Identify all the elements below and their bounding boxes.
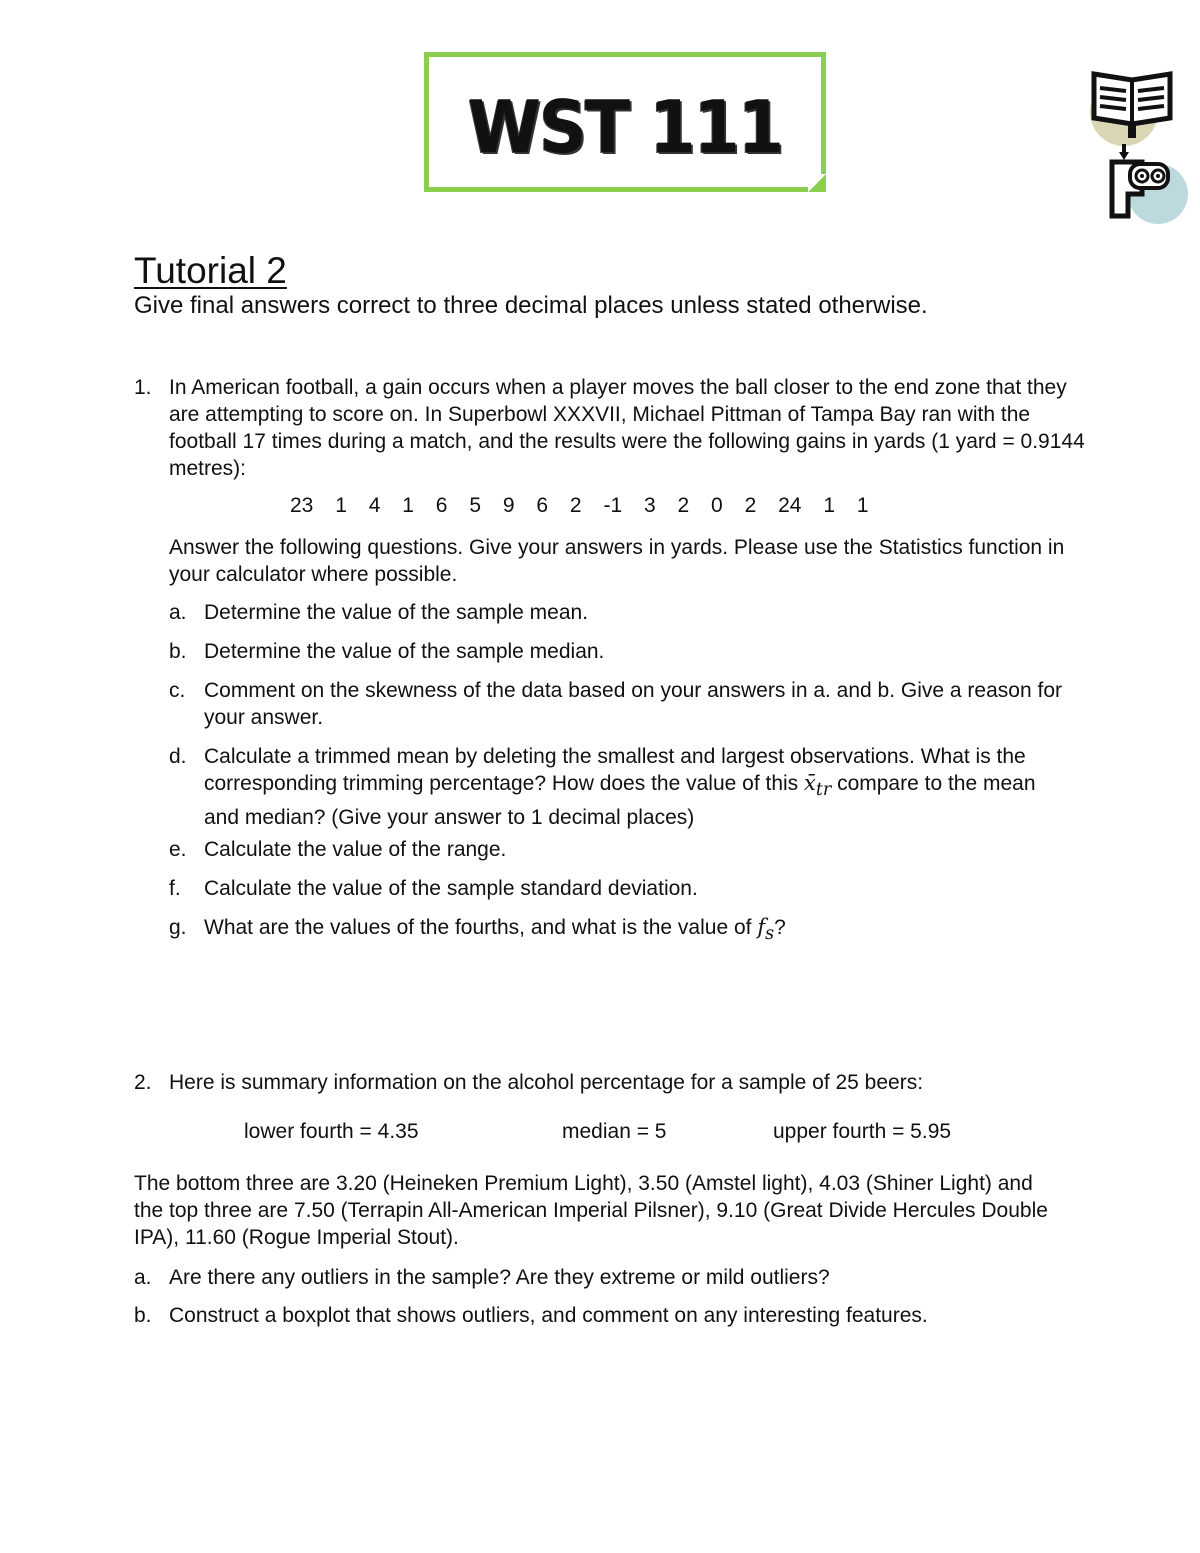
part-text: Calculate the value of the sample standard deviation. xyxy=(204,877,698,900)
question-text: Here is summary information on the alcohol percentage for a sample of 25 beers: xyxy=(169,1071,924,1094)
folded-corner xyxy=(808,174,826,192)
part-label: b. xyxy=(134,1304,152,1327)
part-text: Determine the value of the sample mean. xyxy=(204,601,589,624)
part-c xyxy=(169,677,1069,731)
q2-part-b xyxy=(134,1302,1094,1329)
question-1 xyxy=(134,374,1094,482)
data-value: 1 xyxy=(402,494,414,517)
question-number: 1. xyxy=(134,376,152,399)
part-text-before: What are the values of the fourths, and what is the value of xyxy=(204,916,758,939)
q2-part-a xyxy=(134,1264,1034,1291)
beer-extremes-paragraph: The bottom three are 3.20 (Heineken Premium Light), 3.50 (Amstel light), 4.03 (Shiner Light) and the top three are 7.50 (Terrapin All-American Imperial Pilsner), 9.10 (Great Divide Hercules Double IPA), 11.60 (Rogue Imperial Stout). xyxy=(134,1172,1048,1249)
part-text: Determine the value of the sample median. xyxy=(204,640,605,663)
part-label: c. xyxy=(169,679,186,702)
instructions-text: Give final answers correct to three decimal places unless stated otherwise. xyxy=(134,292,928,319)
part-text: Comment on the skewness of the data based on your answers in a. and b. Give a reason for your answer. xyxy=(204,679,1062,729)
thinking-person-icon xyxy=(1112,144,1188,224)
question-number: 2. xyxy=(134,1071,152,1094)
data-value: 6 xyxy=(536,494,549,517)
part-text-before: Calculate a trimmed mean by deleting the smallest and largest observations. What is the corresponding trimming percentage? How does the value of this xyxy=(204,745,1026,795)
data-value: 2 xyxy=(744,494,757,517)
part-d xyxy=(169,743,1069,831)
page-title: Tutorial 2 xyxy=(134,250,287,291)
data-value: 5 xyxy=(469,494,482,517)
part-label: f. xyxy=(169,877,181,900)
fourth-spread-symbol: $f_s$ xyxy=(757,915,775,945)
book-and-thinker-icon xyxy=(1084,66,1188,232)
part-text-after: compare to the mean and median? (Give your answer to 1 decimal places) xyxy=(204,772,1036,830)
course-title-box xyxy=(424,52,826,192)
part-label: d. xyxy=(169,745,187,768)
data-value: 2 xyxy=(569,494,582,517)
part-label: a. xyxy=(134,1266,152,1289)
question-text: In American football, a gain occurs when a player moves the ball closer to the end zone that they are attempting to score on. In Superbowl XXXVII, Michael Pittman of Tampa Bay ran with the football 17 times during a match, and the results were the following gains in yards (1 yard = 0.9144 metres): xyxy=(169,376,1085,480)
lower-fourth: lower fourth = 4.35 xyxy=(244,1120,419,1143)
part-b xyxy=(169,638,1069,665)
data-value: 3 xyxy=(643,494,656,517)
data-value: 4 xyxy=(368,494,381,517)
part-f xyxy=(169,875,1069,902)
data-value: 1 xyxy=(823,494,835,517)
upper-fourth: upper fourth = 5.95 xyxy=(773,1120,952,1143)
part-g xyxy=(169,914,1069,948)
data-value: 9 xyxy=(502,494,515,517)
part-e xyxy=(169,836,1069,863)
data-value: 1 xyxy=(335,494,347,517)
part-a xyxy=(169,599,1069,626)
question-1-instruction: Answer the following questions. Give your answers in yards. Please use the Statistics function in your calculator where possible. xyxy=(169,536,1065,586)
part-text: Are there any outliers in the sample? Are they extreme or mild outliers? xyxy=(169,1266,830,1289)
yards-data-row xyxy=(290,494,885,518)
part-text: Construct a boxplot that shows outliers, and comment on any interesting features. xyxy=(169,1304,928,1327)
data-value: 23 xyxy=(290,494,314,517)
data-value: 6 xyxy=(435,494,448,517)
course-code: WST 111 xyxy=(467,85,783,169)
data-value: 24 xyxy=(778,494,802,517)
data-value: 2 xyxy=(677,494,690,517)
question-2 xyxy=(134,1069,1094,1096)
part-text-after: ? xyxy=(774,916,786,939)
data-value: -1 xyxy=(603,494,623,517)
part-text xyxy=(204,743,1069,831)
trimmed-mean-symbol: $x̄_{tr}$ xyxy=(804,771,832,801)
data-value: 1 xyxy=(856,494,869,517)
median-value: median = 5 xyxy=(562,1120,667,1143)
open-book-icon xyxy=(1090,74,1170,146)
part-label: e. xyxy=(169,838,187,861)
part-text xyxy=(204,914,1069,948)
part-label: b. xyxy=(169,640,187,663)
part-label: g. xyxy=(169,916,187,939)
part-label: a. xyxy=(169,601,187,624)
part-text: Calculate the value of the range. xyxy=(204,838,507,861)
data-value: 0 xyxy=(711,494,723,517)
